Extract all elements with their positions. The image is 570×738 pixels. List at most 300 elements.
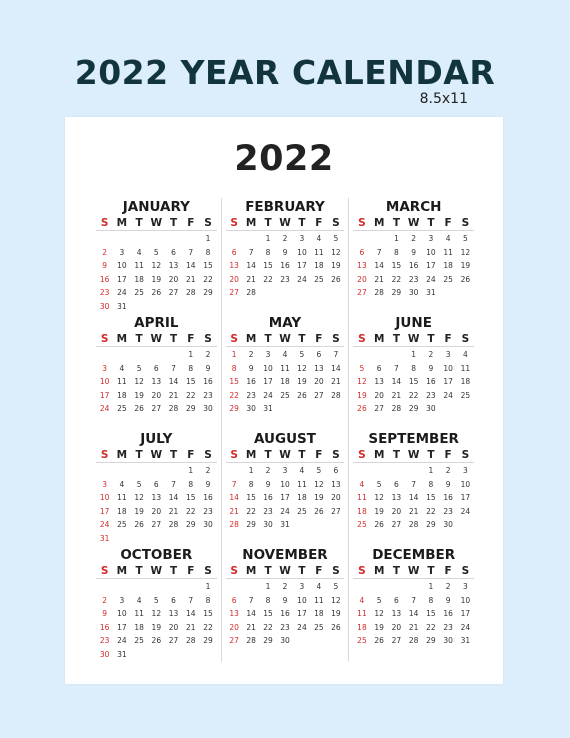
day-cell: 14 xyxy=(186,609,196,618)
day-cell: 30 xyxy=(99,649,110,659)
weekday-label: T xyxy=(298,449,306,461)
weekday-label: F xyxy=(315,333,323,345)
day-cell: 12 xyxy=(134,377,144,386)
month-block xyxy=(221,198,350,314)
day-cell: 16 xyxy=(280,609,290,618)
day-cell: 7 xyxy=(188,595,194,605)
day-cell: 28 xyxy=(168,404,179,413)
weekday-header xyxy=(96,216,217,231)
weekday-label: T xyxy=(427,449,435,461)
day-cell: 5 xyxy=(153,595,159,605)
day-cell: 10 xyxy=(263,363,273,373)
day-cell: 6 xyxy=(171,595,176,605)
weekday-label: F xyxy=(444,565,452,577)
day-cell: 12 xyxy=(357,377,367,386)
empty-cell xyxy=(165,580,182,594)
day-cell: 16 xyxy=(443,609,453,618)
day-cell: 12 xyxy=(134,493,144,502)
day-cell: 1 xyxy=(265,582,271,591)
day-cell: 31 xyxy=(426,288,436,297)
day-cell: 11 xyxy=(314,595,324,605)
month-name: JUNE xyxy=(395,315,432,331)
day-cell: 15 xyxy=(263,609,273,618)
weekday-label: M xyxy=(373,565,385,577)
empty-cell xyxy=(113,348,130,362)
day-cell: 1 xyxy=(428,582,434,591)
weekday-label: S xyxy=(461,565,470,577)
day-cell: 22 xyxy=(246,506,256,516)
day-cell: 13 xyxy=(168,609,179,618)
empty-cell xyxy=(130,232,147,246)
day-cell: 8 xyxy=(428,479,434,489)
day-cell: 7 xyxy=(333,350,339,359)
day-cell: 6 xyxy=(153,363,159,373)
day-cell: 10 xyxy=(460,479,471,489)
day-cell: 10 xyxy=(297,247,307,257)
day-cell: 23 xyxy=(203,506,213,516)
day-cell: 30 xyxy=(99,301,110,311)
day-cell: 19 xyxy=(151,274,162,284)
day-cell: 20 xyxy=(331,493,341,502)
weekday-label: W xyxy=(150,449,163,461)
day-cell: 4 xyxy=(119,363,125,373)
month-name: OCTOBER xyxy=(120,547,193,563)
day-cell: 13 xyxy=(229,609,239,618)
day-cell: 23 xyxy=(246,390,256,400)
weekday-label: F xyxy=(187,449,195,461)
year-title: 2022 xyxy=(234,139,334,179)
day-grid xyxy=(96,464,217,545)
page-title: 2022 YEAR CALENDAR xyxy=(74,53,496,92)
empty-cell xyxy=(96,580,113,594)
weekday-label: T xyxy=(427,333,435,345)
month-name: JANUARY xyxy=(122,199,190,215)
day-cell: 11 xyxy=(357,493,367,502)
month-name: APRIL xyxy=(134,315,179,331)
weekday-label: M xyxy=(245,565,257,577)
day-cell: 5 xyxy=(359,363,365,373)
weekday-label: W xyxy=(279,449,291,461)
weekday-label: F xyxy=(444,333,452,345)
day-cell: 27 xyxy=(151,404,162,413)
day-cell: 8 xyxy=(205,595,211,605)
weekday-label: T xyxy=(264,565,272,577)
day-cell: 8 xyxy=(248,479,254,489)
day-cell: 20 xyxy=(391,622,402,632)
day-cell: 28 xyxy=(186,636,196,645)
day-cell: 1 xyxy=(248,466,254,475)
day-cell: 7 xyxy=(188,247,194,257)
day-cell: 20 xyxy=(229,274,239,284)
month-name: NOVEMBER xyxy=(242,547,328,563)
day-cell: 14 xyxy=(168,493,179,502)
weekday-label: T xyxy=(298,333,306,345)
day-cell: 27 xyxy=(391,520,402,529)
day-cell: 29 xyxy=(408,404,419,413)
day-cell: 16 xyxy=(443,493,453,502)
weekday-label: W xyxy=(150,217,163,229)
weekday-header xyxy=(353,332,474,347)
empty-cell xyxy=(388,464,405,478)
weekday-label: S xyxy=(358,565,366,577)
day-cell: 25 xyxy=(117,404,127,413)
day-cell: 6 xyxy=(333,466,339,475)
weekday-label: F xyxy=(444,217,452,229)
day-cell: 13 xyxy=(374,377,384,386)
day-cell: 8 xyxy=(188,363,194,373)
day-cell: 7 xyxy=(171,363,176,373)
day-cell: 22 xyxy=(263,274,273,284)
day-cell: 2 xyxy=(411,234,417,243)
day-grid xyxy=(96,580,217,661)
day-cell: 23 xyxy=(263,506,273,516)
day-cell: 11 xyxy=(443,247,453,257)
day-cell: 21 xyxy=(168,506,179,516)
day-cell: 16 xyxy=(203,493,213,502)
day-cell: 27 xyxy=(374,404,384,413)
day-grid xyxy=(96,232,217,313)
empty-cell xyxy=(113,464,130,478)
day-cell: 29 xyxy=(229,404,239,413)
weekday-label: S xyxy=(204,565,212,577)
weekday-label: S xyxy=(100,333,109,345)
day-cell: 23 xyxy=(443,622,453,632)
empty-cell xyxy=(113,232,130,246)
day-cell: 4 xyxy=(316,234,322,243)
weekday-label: S xyxy=(204,449,212,461)
empty-cell xyxy=(226,232,243,246)
day-cell: 24 xyxy=(460,506,471,516)
day-cell: 2 xyxy=(445,466,451,475)
month-block xyxy=(349,314,478,430)
day-cell: 28 xyxy=(391,404,402,413)
weekday-label: M xyxy=(245,333,257,345)
day-cell: 13 xyxy=(314,363,324,373)
day-cell: 29 xyxy=(263,636,273,645)
day-cell: 13 xyxy=(331,479,341,489)
weekday-label: S xyxy=(230,449,238,461)
weekday-label: M xyxy=(116,333,128,345)
day-cell: 16 xyxy=(99,622,110,632)
day-cell: 26 xyxy=(374,520,384,529)
month-block xyxy=(92,546,221,662)
month-block xyxy=(349,198,478,314)
month-block xyxy=(221,546,350,662)
day-cell: 24 xyxy=(443,390,453,400)
day-cell: 28 xyxy=(229,520,239,529)
day-cell: 27 xyxy=(357,288,367,297)
empty-cell xyxy=(165,348,182,362)
weekday-label: S xyxy=(461,449,470,461)
day-cell: 9 xyxy=(205,479,211,489)
empty-cell xyxy=(353,464,370,478)
day-cell: 27 xyxy=(151,520,162,529)
weekday-label: M xyxy=(373,333,385,345)
day-cell: 18 xyxy=(297,493,307,502)
day-cell: 24 xyxy=(460,622,471,632)
empty-cell xyxy=(388,580,405,594)
weekday-label: S xyxy=(358,333,366,345)
empty-cell xyxy=(148,232,165,246)
day-cell: 15 xyxy=(203,261,213,270)
day-cell: 14 xyxy=(168,377,179,386)
day-cell: 21 xyxy=(246,622,256,632)
day-cell: 12 xyxy=(460,247,471,257)
day-cell: 2 xyxy=(205,466,211,475)
day-cell: 16 xyxy=(426,377,436,386)
weekday-label: F xyxy=(187,217,195,229)
day-cell: 22 xyxy=(426,506,436,516)
day-cell: 30 xyxy=(263,520,273,529)
day-cell: 22 xyxy=(408,390,419,400)
weekday-label: T xyxy=(427,217,435,229)
day-cell: 16 xyxy=(246,377,256,386)
day-cell: 23 xyxy=(280,622,290,632)
day-cell: 3 xyxy=(445,350,451,359)
weekday-label: S xyxy=(100,217,109,229)
day-cell: 3 xyxy=(462,466,468,475)
day-cell: 24 xyxy=(297,274,307,284)
day-cell: 1 xyxy=(188,466,194,475)
weekday-label: S xyxy=(358,449,366,461)
day-cell: 3 xyxy=(462,582,468,591)
day-cell: 31 xyxy=(280,520,290,529)
day-cell: 26 xyxy=(374,636,384,645)
empty-cell xyxy=(182,580,199,594)
weekday-label: T xyxy=(264,333,272,345)
day-cell: 10 xyxy=(99,377,110,386)
day-cell: 20 xyxy=(168,622,179,632)
day-cell: 8 xyxy=(231,363,237,373)
weekday-label: W xyxy=(279,565,291,577)
day-cell: 8 xyxy=(411,363,417,373)
day-cell: 9 xyxy=(445,595,451,605)
empty-cell xyxy=(371,580,388,594)
day-cell: 6 xyxy=(231,595,237,605)
day-cell: 17 xyxy=(99,390,110,400)
day-cell: 18 xyxy=(134,274,144,284)
day-cell: 4 xyxy=(316,582,322,591)
empty-cell xyxy=(371,464,388,478)
day-cell: 11 xyxy=(314,247,324,257)
day-cell: 10 xyxy=(117,609,127,618)
day-cell: 3 xyxy=(299,234,305,243)
day-cell: 19 xyxy=(297,377,307,386)
empty-cell xyxy=(165,464,182,478)
month-name: MARCH xyxy=(385,199,442,215)
day-cell: 19 xyxy=(374,506,384,516)
day-cell: 29 xyxy=(391,288,402,297)
day-cell: 2 xyxy=(265,466,271,475)
day-cell: 12 xyxy=(314,479,324,489)
day-cell: 3 xyxy=(282,466,288,475)
day-cell: 13 xyxy=(168,261,179,270)
day-cell: 22 xyxy=(203,274,213,284)
weekday-label: F xyxy=(187,333,195,345)
day-cell: 27 xyxy=(331,506,341,516)
weekday-label: F xyxy=(444,449,452,461)
day-cell: 26 xyxy=(151,288,162,297)
day-cell: 14 xyxy=(246,609,256,618)
day-cell: 1 xyxy=(411,350,417,359)
day-cell: 9 xyxy=(248,363,254,373)
day-cell: 23 xyxy=(203,390,213,400)
weekday-label: S xyxy=(204,217,212,229)
month-block xyxy=(92,198,221,314)
day-cell: 7 xyxy=(411,595,417,605)
day-cell: 17 xyxy=(117,622,127,632)
day-cell: 11 xyxy=(297,479,307,489)
weekday-label: T xyxy=(298,217,306,229)
day-cell: 8 xyxy=(394,247,399,257)
day-cell: 30 xyxy=(443,520,453,529)
day-cell: 2 xyxy=(445,582,451,591)
day-cell: 4 xyxy=(282,350,288,359)
day-cell: 15 xyxy=(186,377,196,386)
day-cell: 4 xyxy=(445,234,451,243)
weekday-label: M xyxy=(373,449,385,461)
weekday-label: W xyxy=(407,333,420,345)
weekday-label: S xyxy=(332,333,340,345)
month-block xyxy=(92,430,221,546)
day-cell: 8 xyxy=(188,479,194,489)
day-grid xyxy=(353,348,474,416)
day-cell: 16 xyxy=(408,261,419,270)
day-cell: 20 xyxy=(151,506,162,516)
weekday-header xyxy=(96,332,217,347)
empty-cell xyxy=(148,580,165,594)
day-cell: 25 xyxy=(297,506,307,516)
day-cell: 17 xyxy=(117,274,127,284)
day-cell: 14 xyxy=(331,363,341,373)
day-cell: 18 xyxy=(117,390,127,400)
month-name: SEPTEMBER xyxy=(368,431,459,447)
day-cell: 5 xyxy=(136,363,142,373)
day-cell: 7 xyxy=(394,363,399,373)
day-cell: 1 xyxy=(265,234,271,243)
day-cell: 3 xyxy=(428,234,434,243)
day-cell: 10 xyxy=(117,261,127,270)
day-cell: 13 xyxy=(391,609,402,618)
day-cell: 21 xyxy=(168,390,179,400)
day-cell: 14 xyxy=(408,609,419,618)
day-cell: 21 xyxy=(229,506,239,516)
day-cell: 1 xyxy=(205,582,211,591)
day-cell: 3 xyxy=(102,479,107,489)
day-cell: 24 xyxy=(117,636,127,645)
day-cell: 23 xyxy=(99,288,110,297)
day-cell: 30 xyxy=(426,404,436,413)
weekday-label: S xyxy=(100,565,109,577)
day-cell: 6 xyxy=(231,247,237,257)
month-name: JULY xyxy=(140,431,173,447)
day-cell: 9 xyxy=(265,479,271,489)
day-cell: 24 xyxy=(263,390,273,400)
empty-cell xyxy=(371,232,388,246)
day-cell: 25 xyxy=(314,274,324,284)
day-cell: 11 xyxy=(460,363,471,373)
day-cell: 26 xyxy=(297,390,307,400)
day-cell: 22 xyxy=(186,390,196,400)
day-cell: 30 xyxy=(408,288,419,297)
weekday-label: T xyxy=(169,449,178,461)
day-cell: 22 xyxy=(186,506,196,516)
day-cell: 19 xyxy=(331,609,341,618)
month-block xyxy=(349,430,478,546)
day-cell: 4 xyxy=(136,247,142,257)
day-cell: 14 xyxy=(186,261,196,270)
weekday-label: W xyxy=(150,333,163,345)
day-cell: 22 xyxy=(426,622,436,632)
day-cell: 23 xyxy=(443,506,453,516)
weekday-label: W xyxy=(279,333,291,345)
day-cell: 24 xyxy=(280,506,290,516)
empty-cell xyxy=(96,464,113,478)
weekday-label: S xyxy=(461,217,470,229)
weekday-header xyxy=(96,564,217,579)
day-cell: 4 xyxy=(359,479,365,489)
day-cell: 24 xyxy=(99,404,110,413)
day-cell: 30 xyxy=(443,636,453,645)
day-cell: 30 xyxy=(203,520,213,529)
empty-cell xyxy=(130,580,147,594)
day-cell: 14 xyxy=(408,493,419,502)
day-cell: 23 xyxy=(280,274,290,284)
day-cell: 4 xyxy=(136,595,142,605)
weekday-label: M xyxy=(116,565,128,577)
empty-cell xyxy=(148,348,165,362)
day-cell: 15 xyxy=(391,261,402,270)
day-cell: 15 xyxy=(426,609,436,618)
day-cell: 2 xyxy=(282,234,288,243)
day-cell: 7 xyxy=(376,247,382,257)
day-cell: 18 xyxy=(280,377,290,386)
day-cell: 24 xyxy=(426,274,436,284)
weekday-label: T xyxy=(169,565,178,577)
weekday-label: T xyxy=(135,449,143,461)
day-cell: 19 xyxy=(357,390,367,400)
day-cell: 22 xyxy=(229,390,239,400)
day-cell: 20 xyxy=(391,506,402,516)
day-cell: 5 xyxy=(136,479,142,489)
day-cell: 26 xyxy=(460,274,471,284)
day-cell: 11 xyxy=(117,493,127,502)
day-cell: 10 xyxy=(297,595,307,605)
day-cell: 18 xyxy=(460,377,471,386)
day-cell: 20 xyxy=(314,377,324,386)
day-cell: 13 xyxy=(391,493,402,502)
day-cell: 5 xyxy=(316,466,322,475)
day-cell: 9 xyxy=(282,247,288,257)
day-cell: 22 xyxy=(203,622,213,632)
weekday-label: M xyxy=(116,217,128,229)
day-cell: 17 xyxy=(460,609,471,618)
day-cell: 27 xyxy=(168,288,179,297)
empty-cell xyxy=(182,232,199,246)
weekday-label: T xyxy=(135,565,143,577)
day-cell: 11 xyxy=(134,609,144,618)
day-cell: 16 xyxy=(280,261,290,270)
day-cell: 17 xyxy=(460,493,471,502)
weekday-label: W xyxy=(407,449,420,461)
day-cell: 3 xyxy=(299,582,305,591)
day-cell: 17 xyxy=(280,493,290,502)
day-grid xyxy=(226,580,345,648)
empty-cell xyxy=(96,232,113,246)
day-cell: 1 xyxy=(205,234,211,243)
month-block xyxy=(221,430,350,546)
empty-cell xyxy=(353,232,370,246)
